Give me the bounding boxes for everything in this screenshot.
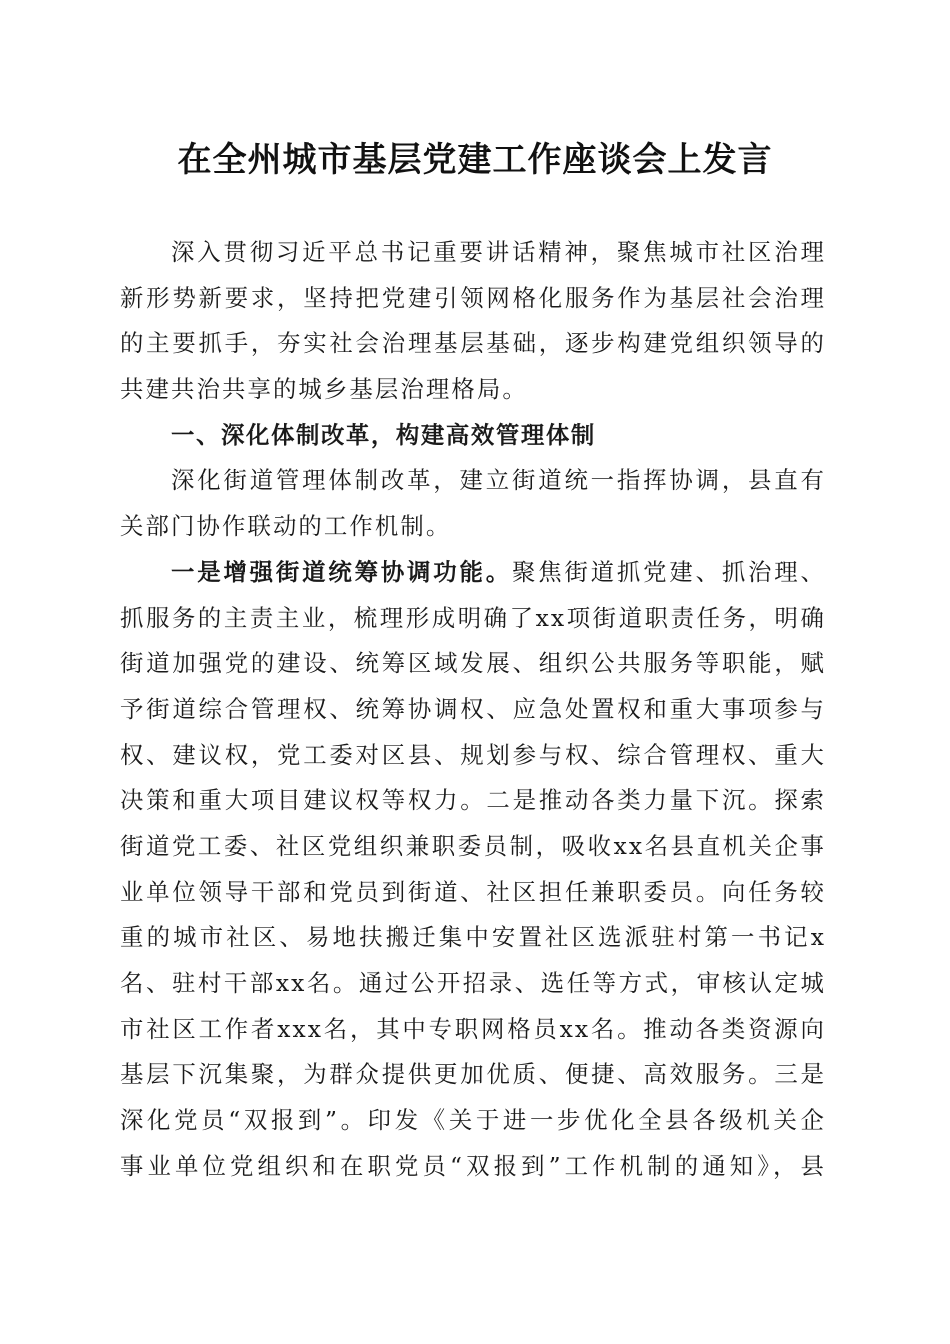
paragraph-line: 市社区工作者xxx名，其中专职网格员xx名。推动各类资源向 xyxy=(120,1014,826,1043)
paragraph-line: 予街道综合管理权、统筹协调权、应急处置权和重大事项参与 xyxy=(120,694,826,723)
paragraph-line: 事业单位党组织和在职党员“双报到”工作机制的通知》，县 xyxy=(120,1151,826,1180)
paragraph-line: 街道党工委、社区党组织兼职委员制，吸收xx名县直机关企事 xyxy=(120,831,826,860)
paragraph-line: 新形势新要求，坚持把党建引领网格化服务作为基层社会治理 xyxy=(120,283,826,312)
section-heading: 一、深化体制改革，构建高效管理体制 xyxy=(171,420,596,449)
paragraph-line: 街道加强党的建设、统筹区域发展、组织公共服务等职能，赋 xyxy=(120,649,826,678)
lead-continuation: 聚焦街道抓党建、抓治理、 xyxy=(511,557,826,586)
paragraph-line: 权、建议权，党工委对区县、规划参与权、综合管理权、重大 xyxy=(120,740,826,769)
paragraph-line: 的主要抓手，夯实社会治理基层基础，逐步构建党组织领导的 xyxy=(120,329,826,358)
paragraph-line: 抓服务的主责主业，梳理形成明确了xx项街道职责任务，明确 xyxy=(120,603,826,632)
paragraph-line: 关部门协作联动的工作机制。 xyxy=(120,512,452,541)
paragraph-line: 深化党员“双报到”。印发《关于进一步优化全县各级机关企 xyxy=(120,1106,826,1135)
paragraph-line-with-lead xyxy=(120,550,826,596)
paragraph-line: 名、驻村干部xx名。通过公开招录、选任等方式，审核认定城 xyxy=(120,969,826,997)
document-body xyxy=(120,230,826,1189)
document-title: 在全州城市基层党建工作座谈会上发言 xyxy=(177,140,773,180)
paragraph-line: 基层下沉集聚，为群众提供更加优质、便捷、高效服务。三是 xyxy=(120,1060,826,1089)
paragraph-line: 深入贯彻习近平总书记重要讲话精神，聚焦城市社区治理 xyxy=(171,238,826,266)
lead-phrase: 一是增强街道统筹协调功能。 xyxy=(171,557,512,586)
paragraph-line: 业单位领导干部和党员到街道、社区担任兼职委员。向任务较 xyxy=(120,877,826,906)
paragraph-line: 决策和重大项目建议权等权力。二是推动各类力量下沉。探索 xyxy=(120,786,826,815)
paragraph-line: 共建共治共享的城乡基层治理格局。 xyxy=(120,375,528,404)
paragraph-line: 重的城市社区、易地扶搬迁集中安置社区选派驻村第一书记x xyxy=(120,923,826,952)
paragraph-line: 深化街道管理体制改革，建立街道统一指挥协调，县直有 xyxy=(171,466,826,495)
